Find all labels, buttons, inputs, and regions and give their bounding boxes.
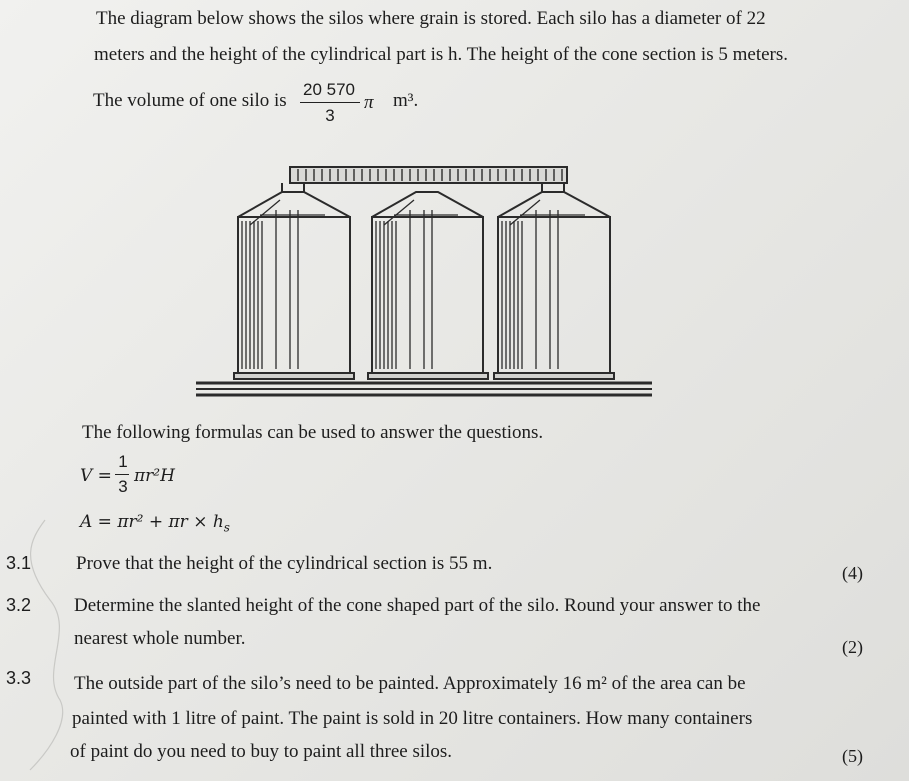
question-number-3-2: 3.2 [6,595,32,615]
silo-diagram [190,155,660,405]
volume-fraction-bar [300,102,360,103]
question-3-3-marks: (5) [842,746,863,766]
volume-label: The volume of one silo is [93,90,287,111]
intro-line-2: meters and the height of the cylindrical part is h. The height of the cone section is 5 meters. [94,44,789,65]
question-number-3-3: 3.3 [6,668,32,688]
margin-line [0,500,80,781]
volume-unit: m³. [393,90,419,111]
question-number-3-1: 3.1 [6,553,32,573]
question-3-3-line-3: of paint do you need to buy to paint all three silos. [70,741,453,762]
intro-line-1: The diagram below shows the silos where grain is stored. Each silo has a diameter of 22 [96,8,766,29]
question-3-2-line-1: Determine the slanted height of the cone shaped part of the silo. Round your answer to the [74,595,761,616]
question-3-1-marks: (4) [842,563,863,583]
formulas-heading: The following formulas can be used to answer the questions. [82,422,544,443]
area-formula-main: A = πr² + πr × h [80,512,224,532]
volume-formula-rhs: πr²H [134,466,175,486]
volume-formula-fraction-bar [115,474,129,475]
volume-formula-denominator: 3 [118,477,128,496]
area-formula [80,512,230,534]
question-3-1-text: Prove that the height of the cylindrical section is 55 m. [76,553,493,574]
question-3-2-line-2: nearest whole number. [74,628,246,649]
volume-pi: π [364,92,374,113]
volume-denominator: 3 [325,106,335,125]
question-3-3-line-2: painted with 1 litre of paint. The paint is sold in 20 litre containers. How many containers [72,708,753,729]
question-3-3-line-1: The outside part of the silo’s need to be painted. Approximately 16 m² of the area can be [74,673,746,694]
volume-formula-numerator: 1 [118,452,128,471]
volume-numerator: 20 570 [303,80,355,99]
area-formula-subscript: s [223,520,230,535]
volume-formula-lhs: V = [80,466,112,486]
question-3-2-marks: (2) [842,637,863,657]
